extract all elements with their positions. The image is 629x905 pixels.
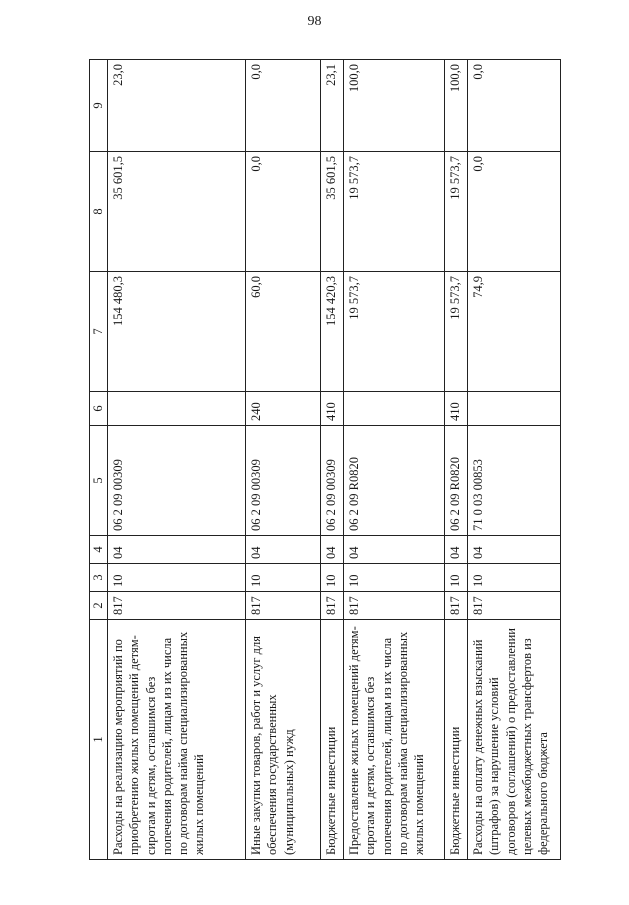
expense-kind: 410 xyxy=(445,392,468,426)
actual-value: 0,0 xyxy=(468,152,561,272)
expense-kind: 240 xyxy=(246,392,321,426)
table-row xyxy=(246,60,321,860)
percent-value: 0,0 xyxy=(468,60,561,152)
column-header: 1 xyxy=(90,620,108,860)
admin-code: 817 xyxy=(108,592,246,620)
section-code: 10 xyxy=(246,564,321,592)
column-header: 5 xyxy=(90,426,108,536)
percent-value: 23,1 xyxy=(321,60,344,152)
actual-value: 0,0 xyxy=(246,152,321,272)
row-name: Предоставление жилых помещений детям-сиротам и детям, оставшимся без попечения родителей, лицам из их числа по договорам найма специализированных жилых помещений xyxy=(344,620,445,860)
expense-kind: 410 xyxy=(321,392,344,426)
admin-code: 817 xyxy=(445,592,468,620)
percent-value: 23,0 xyxy=(108,60,246,152)
expense-kind xyxy=(108,392,246,426)
column-header: 2 xyxy=(90,592,108,620)
percent-value: 100,0 xyxy=(445,60,468,152)
table-row xyxy=(344,60,445,860)
column-header: 8 xyxy=(90,152,108,272)
admin-code: 817 xyxy=(344,592,445,620)
percent-value: 100,0 xyxy=(344,60,445,152)
table-row xyxy=(321,60,344,860)
column-header: 3 xyxy=(90,564,108,592)
column-header: 9 xyxy=(90,60,108,152)
actual-value: 35 601,5 xyxy=(321,152,344,272)
row-name: Бюджетные инвестиции xyxy=(445,620,468,860)
plan-value: 74,9 xyxy=(468,272,561,392)
row-name: Бюджетные инвестиции xyxy=(321,620,344,860)
admin-code: 817 xyxy=(321,592,344,620)
plan-value: 154 420,3 xyxy=(321,272,344,392)
target-code: 06 2 09 00309 xyxy=(246,426,321,536)
plan-value: 154 480,3 xyxy=(108,272,246,392)
admin-code: 817 xyxy=(246,592,321,620)
target-code: 06 2 09 R0820 xyxy=(344,426,445,536)
target-code: 06 2 09 00309 xyxy=(108,426,246,536)
budget-table xyxy=(89,59,561,860)
expense-kind xyxy=(468,392,561,426)
expense-kind xyxy=(344,392,445,426)
actual-value: 19 573,7 xyxy=(344,152,445,272)
column-header: 7 xyxy=(90,272,108,392)
plan-value: 19 573,7 xyxy=(344,272,445,392)
target-code: 71 0 03 00853 xyxy=(468,426,561,536)
column-header: 4 xyxy=(90,536,108,564)
admin-code: 817 xyxy=(468,592,561,620)
section-code: 10 xyxy=(321,564,344,592)
plan-value: 60,0 xyxy=(246,272,321,392)
row-name: Иные закупки товаров, работ и услуг для обеспечения государственных (муниципальных) нужд xyxy=(246,620,321,860)
section-code: 10 xyxy=(468,564,561,592)
target-code: 06 2 09 00309 xyxy=(321,426,344,536)
subsection-code: 04 xyxy=(321,536,344,564)
section-code: 10 xyxy=(108,564,246,592)
subsection-code: 04 xyxy=(468,536,561,564)
actual-value: 19 573,7 xyxy=(445,152,468,272)
page-number: 98 xyxy=(307,14,322,29)
actual-value: 35 601,5 xyxy=(108,152,246,272)
subsection-code: 04 xyxy=(445,536,468,564)
subsection-code: 04 xyxy=(344,536,445,564)
section-code: 10 xyxy=(445,564,468,592)
target-code: 06 2 09 R0820 xyxy=(445,426,468,536)
table-header-row xyxy=(90,60,108,860)
column-header: 6 xyxy=(90,392,108,426)
plan-value: 19 573,7 xyxy=(445,272,468,392)
subsection-code: 04 xyxy=(246,536,321,564)
table-rotation-frame xyxy=(89,60,550,860)
subsection-code: 04 xyxy=(108,536,246,564)
table-row xyxy=(445,60,468,860)
section-code: 10 xyxy=(344,564,445,592)
percent-value: 0,0 xyxy=(246,60,321,152)
row-name: Расходы на оплату денежных взысканий (штрафов) за нарушение условий договоров (соглашений) о предоставлении целевых межбюджетных трансфертов из федерального бюджета xyxy=(468,620,561,860)
table-row xyxy=(108,60,246,860)
table-row xyxy=(468,60,561,860)
row-name: Расходы на реализацию мероприятий по приобретению жилых помещений детям-сиротам и детям, оставшимся без попечения родителей, лицам из их числа по договорам найма специализированных жилых помещений xyxy=(108,620,246,860)
